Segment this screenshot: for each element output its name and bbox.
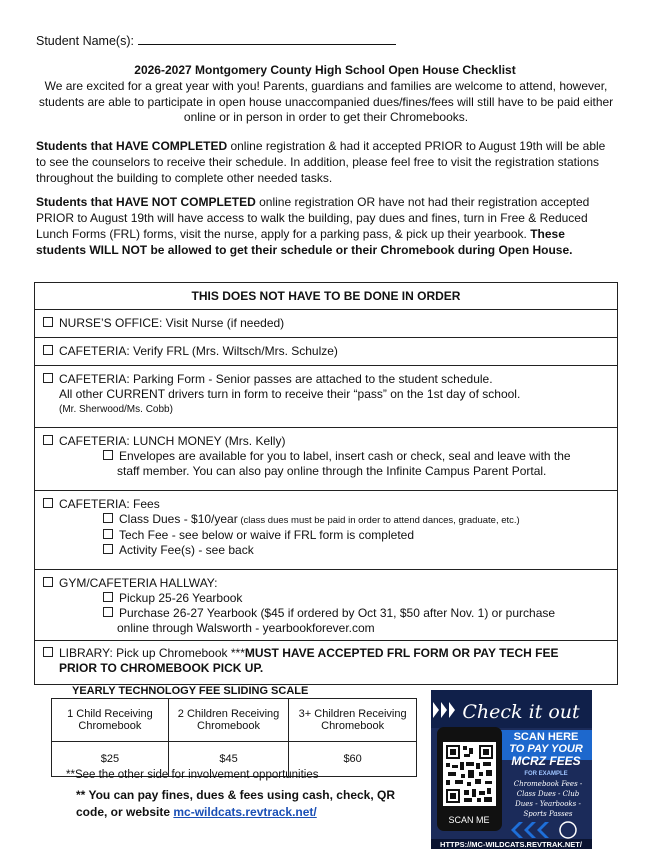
not-completed-paragraph: [36, 194, 616, 258]
fee-value-2: $45: [168, 742, 288, 777]
parking-contacts: (Mr. Sherwood/Ms. Cobb): [59, 404, 173, 415]
payment-qr-flyer: [431, 690, 592, 849]
payment-note-text: ** You can pay fines, dues & fees using cash, check, QR code, or website: [76, 788, 396, 819]
checklist-row-lunch: [35, 428, 618, 491]
frl-label: CAFETERIA: Verify FRL (Mrs. Wiltsch/Mrs. Schulze): [59, 344, 338, 358]
class-dues-checkbox[interactable]: [103, 513, 113, 523]
payment-note: [76, 787, 416, 821]
lunch-envelope-text: Envelopes are available for you to label, insert cash or check, seal and leave with the: [119, 449, 571, 463]
fee-scale-title: YEARLY TECHNOLOGY FEE SLIDING SCALE: [72, 685, 309, 697]
example-line-1: Chromebook Fees -: [513, 780, 583, 788]
tech-fee-label: Tech Fee - see below or waive if FRL form is completed: [119, 528, 415, 542]
completed-lead: Students that HAVE COMPLETED: [36, 139, 228, 153]
nurse-label: NURSE’S OFFICE: Visit Nurse (if needed): [59, 316, 285, 330]
fee-value-1: $25: [52, 742, 169, 777]
payment-link[interactable]: mc-wildcats.revtrack.net/: [173, 805, 317, 819]
completed-paragraph: [36, 138, 616, 186]
library-warning-2: PRIOR TO CHROMEBOOK PICK UP.: [59, 661, 264, 675]
lunch-envelope-text-2: staff member. You can also pay online through the Infinite Campus Parent Portal.: [117, 464, 547, 478]
checklist-row-library: [35, 641, 618, 685]
fee-col-2: 2 Children Receiving Chromebook: [168, 699, 288, 742]
scan-here-label: SCAN HERE: [513, 731, 579, 743]
fee-col-1: 1 Child Receiving Chromebook: [52, 699, 169, 742]
checklist-table: [34, 282, 618, 685]
checklist-row-nurse: [35, 310, 618, 338]
student-name-field[interactable]: [36, 34, 396, 48]
fees-label-graphic: MCRZ FEES: [511, 754, 581, 768]
example-line-2: Class Dues - Club: [516, 790, 580, 798]
page-title: 2026-2027 Montgomery County High School Open House Checklist: [134, 63, 516, 77]
for-example-label: FOR EXAMPLE: [524, 771, 568, 777]
fees-label: CAFETERIA: Fees: [59, 497, 160, 511]
flyer-url: HTTPS://MC-WILDCATS.REVTRAK.NET/: [440, 840, 582, 849]
lunch-envelope-checkbox[interactable]: [103, 450, 113, 460]
library-checkbox[interactable]: [43, 647, 53, 657]
not-completed-body: online registration OR have not had their registration accepted PRIOR to August 19th will have access to walk the building, pay dues and fines, turn in Free & Reduced Lunch Forms (FRL) forms, visit the nurse, apply for a parking pass, & pick up their yearbook.: [36, 195, 590, 241]
frl-checkbox[interactable]: [43, 345, 53, 355]
yearbook-purchase-checkbox[interactable]: [103, 607, 113, 617]
gym-checkbox[interactable]: [43, 577, 53, 587]
flyer-graphic: [431, 690, 592, 849]
not-completed-lead: Students that HAVE NOT COMPLETED: [36, 195, 256, 209]
checklist-row-gym: [35, 570, 618, 641]
other-side-note: **See the other side for involvement opportunities: [66, 769, 319, 781]
parking-detail: All other CURRENT drivers turn in form to receive their “pass” on the 1st day of school.: [59, 387, 521, 401]
checklist-row-frl: [35, 338, 618, 366]
yearbook-purchase-online: online through Walsworth - yearbookforever.com: [117, 621, 375, 635]
intro-paragraph: We are excited for a great year with you! Parents, guardians and families are welcome to attend, however, students are able to participate in open house unaccompanied dues/fines/fees will still have to be paid either online or in person in order to get their Chromebooks.: [38, 79, 614, 124]
example-line-4: Sports Passes: [523, 810, 573, 818]
checklist-header: THIS DOES NOT HAVE TO BE DONE IN ORDER: [35, 283, 618, 310]
completed-body: online registration & had it accepted PRIOR to August 19th will be able to see the counselors to receive their schedule. In addition, please feel free to visit the registration stations throughout the building to complete other needed tasks.: [36, 139, 606, 185]
gym-label: GYM/CAFETERIA HALLWAY:: [59, 576, 218, 590]
flyer-headline: Check it out: [462, 701, 580, 723]
tech-fee-checkbox[interactable]: [103, 529, 113, 539]
library-warning: MUST HAVE ACCEPTED FRL FORM OR PAY TECH FEE: [244, 646, 559, 660]
student-name-label: Student Name(s):: [36, 34, 134, 48]
library-label: LIBRARY: Pick up Chromebook ***: [59, 646, 245, 660]
yearbook-pickup-label: Pickup 25-26 Yearbook: [119, 591, 243, 605]
not-completed-warning: These students WILL NOT be allowed to get their schedule or their Chromebook during Open House.: [36, 227, 573, 257]
scan-me-label: SCAN ME: [448, 815, 490, 825]
fee-col-3: 3+ Children Receiving Chromebook: [289, 699, 417, 742]
checklist-row-fees: [35, 491, 618, 570]
parking-label: CAFETERIA: Parking Form - Senior passes are attached to the student schedule.: [59, 372, 493, 386]
student-name-blank[interactable]: [138, 34, 396, 45]
nurse-checkbox[interactable]: [43, 317, 53, 327]
fee-scale-table: [51, 698, 417, 777]
yearbook-purchase-label: Purchase 26-27 Yearbook ($45 if ordered by Oct 31, $50 after Nov. 1) or purchase: [119, 606, 556, 620]
fee-value-3: $60: [289, 742, 417, 777]
pay-your-label: TO PAY YOUR: [509, 743, 583, 755]
fees-checkbox[interactable]: [43, 498, 53, 508]
parking-checkbox[interactable]: [43, 373, 53, 383]
class-dues-label: Class Dues - $10/year: [119, 512, 238, 526]
lunch-checkbox[interactable]: [43, 435, 53, 445]
class-dues-note: (class dues must be paid in order to attend dances, graduate, etc.): [237, 515, 520, 526]
checklist-row-parking: [35, 366, 618, 428]
activity-fee-label: Activity Fee(s) - see back: [119, 543, 254, 557]
lunch-label: CAFETERIA: LUNCH MONEY (Mrs. Kelly): [59, 434, 286, 448]
yearbook-pickup-checkbox[interactable]: [103, 592, 113, 602]
activity-fee-checkbox[interactable]: [103, 544, 113, 554]
example-line-3: Dues - Yearbooks -: [515, 800, 581, 808]
